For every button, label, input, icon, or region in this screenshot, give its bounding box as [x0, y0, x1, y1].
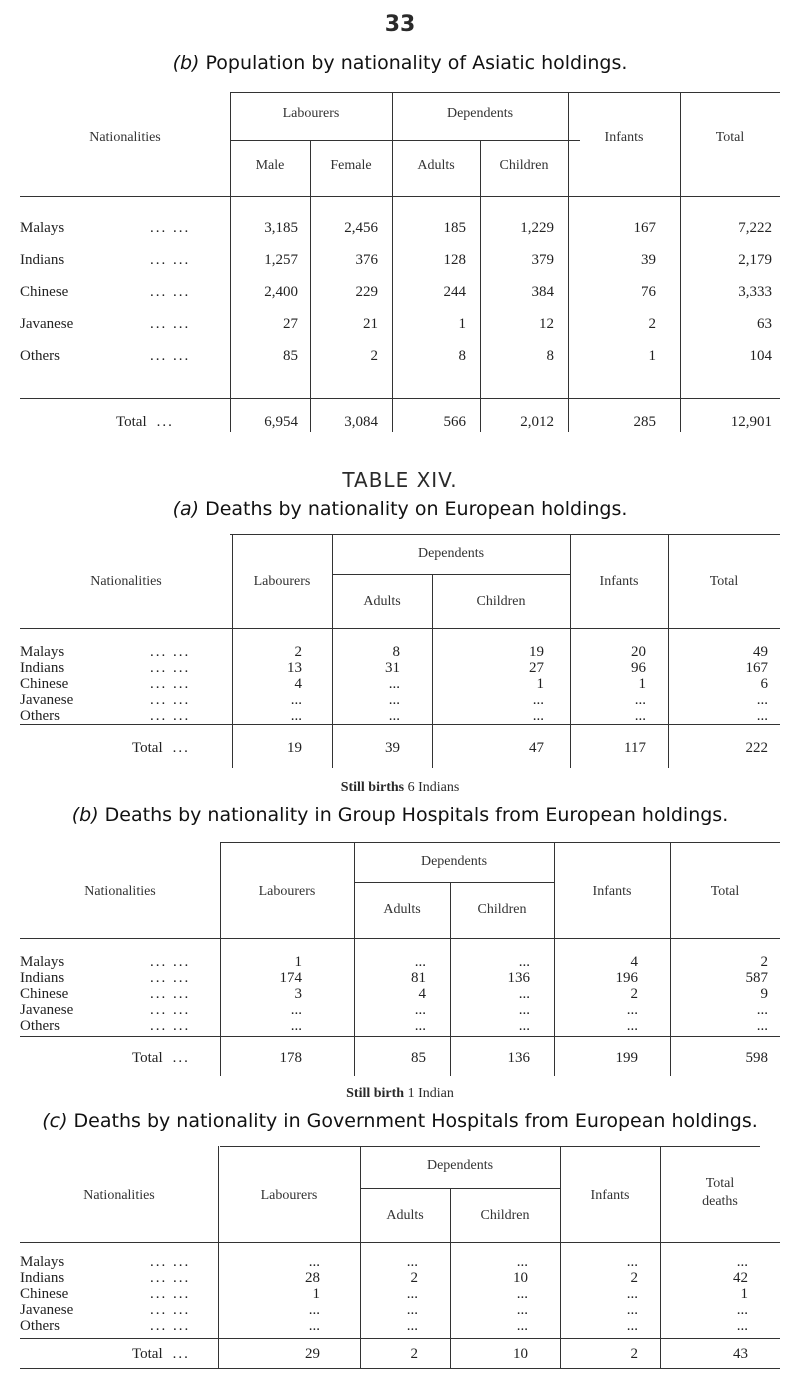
nationality-name: Javanese	[20, 692, 74, 708]
header-infants: Infants	[604, 130, 644, 145]
total-cell: 199	[615, 1050, 638, 1066]
rule	[20, 1036, 780, 1037]
table-cell: ...	[308, 1254, 320, 1270]
table-cell: ...	[736, 1254, 748, 1270]
header-dependents: Dependents	[446, 106, 514, 121]
nationality-name: Chinese	[20, 284, 69, 300]
table-cell: ...	[518, 986, 530, 1002]
rule	[354, 882, 554, 883]
header-female: Female	[330, 158, 372, 173]
table-cell: ...	[388, 708, 400, 724]
note-value: 1 Indian	[407, 1086, 454, 1101]
table-cell: 2	[760, 954, 768, 970]
table-cell: 21	[363, 316, 378, 332]
total-cell: 2	[630, 1346, 638, 1362]
rule	[668, 534, 669, 768]
header-children: Children	[480, 1208, 530, 1223]
nationality-name: Indians	[20, 1270, 65, 1286]
leader-dots: ... ...	[150, 644, 191, 660]
total-label: Total	[116, 414, 147, 430]
table-cell: 76	[641, 284, 656, 300]
table-cell: ...	[290, 692, 302, 708]
rule	[220, 842, 221, 1076]
nationality-name: Malays	[20, 644, 65, 660]
section-tag: (a)	[172, 498, 200, 520]
table-cell: ...	[290, 1018, 302, 1034]
table-cell: ...	[626, 1002, 638, 1018]
header-adults: Adults	[383, 902, 421, 917]
rule	[20, 1242, 780, 1243]
leader-dots: ...	[172, 1346, 190, 1362]
table-cell: ...	[406, 1286, 418, 1302]
header-adults: Adults	[386, 1208, 424, 1223]
table-cell: 39	[641, 252, 656, 268]
rule	[20, 724, 780, 725]
total-cell: 178	[279, 1050, 302, 1066]
header-children: Children	[476, 594, 526, 609]
header-dependents: Dependents	[417, 546, 485, 561]
table-row-label	[20, 660, 191, 677]
table-cell: 2	[648, 316, 656, 332]
table-cell: 6	[760, 676, 768, 692]
table-row-label	[20, 1018, 191, 1035]
table-cell: ...	[516, 1254, 528, 1270]
header-total: Total	[710, 884, 740, 899]
table-cell: 2	[630, 986, 638, 1002]
table-row-label	[20, 348, 191, 365]
table-row-label	[20, 1286, 191, 1303]
table-cell: 1	[648, 348, 656, 364]
total-row-label	[132, 1050, 190, 1067]
table-xiv-title: TABLE XIV.	[342, 468, 458, 492]
total-cell: 566	[443, 414, 466, 430]
rule	[20, 398, 780, 399]
table-cell: 1	[312, 1286, 320, 1302]
header-nationalities: Nationalities	[83, 1188, 155, 1203]
nationality-name: Chinese	[20, 1286, 69, 1302]
table-cell: 3	[294, 986, 302, 1002]
total-label: Total	[132, 740, 163, 756]
table-row-label	[20, 316, 191, 333]
section-tag: (b)	[71, 804, 99, 826]
total-label: Total	[132, 1346, 163, 1362]
table-cell: 4	[294, 676, 302, 692]
header-dependents: Dependents	[420, 854, 488, 869]
table-row-label	[20, 1270, 191, 1287]
total-cell: 85	[411, 1050, 426, 1066]
rule	[220, 1146, 760, 1147]
rule	[332, 574, 570, 575]
header-labourers: Labourers	[253, 574, 311, 589]
section-tag: (b)	[172, 52, 200, 74]
table-row-label	[20, 220, 191, 237]
rule	[20, 938, 780, 939]
rule	[230, 92, 780, 93]
header-dependents: Dependents	[426, 1158, 494, 1173]
table-cell: 96	[631, 660, 646, 676]
table-cell: 185	[443, 220, 466, 236]
table-cell: 13	[287, 660, 302, 676]
table-cell: ...	[414, 1018, 426, 1034]
rule	[20, 1368, 780, 1369]
total-cell: 43	[733, 1346, 748, 1362]
header-children: Children	[499, 158, 549, 173]
leader-dots: ... ...	[150, 220, 191, 236]
table-cell: ...	[518, 954, 530, 970]
total-cell: 136	[507, 1050, 530, 1066]
leader-dots: ... ...	[150, 316, 191, 332]
table-cell: 9	[760, 986, 768, 1002]
header-nationalities: Nationalities	[89, 130, 161, 145]
nationality-name: Indians	[20, 970, 65, 986]
table-cell: 8	[392, 644, 400, 660]
deaths-european-heading	[0, 498, 800, 520]
table-cell: ...	[518, 1002, 530, 1018]
table-cell: ...	[290, 1002, 302, 1018]
total-cell: 285	[633, 414, 656, 430]
total-cell: 19	[287, 740, 302, 756]
total-row-label	[132, 740, 190, 757]
table-cell: ...	[756, 708, 768, 724]
table-row-label	[20, 970, 191, 987]
table-cell: 8	[458, 348, 466, 364]
table-cell: 384	[531, 284, 554, 300]
header-labourers: Labourers	[260, 1188, 318, 1203]
table-cell: 1	[638, 676, 646, 692]
leader-dots: ... ...	[150, 1254, 191, 1270]
table-cell: 49	[753, 644, 768, 660]
table-row-label	[20, 644, 191, 661]
header-total: Total	[705, 1176, 735, 1191]
leader-dots: ... ...	[150, 692, 191, 708]
table-cell: ...	[290, 708, 302, 724]
table-row-label	[20, 252, 191, 269]
nationality-name: Others	[20, 1018, 60, 1034]
header-infants: Infants	[590, 1188, 630, 1203]
leader-dots: ... ...	[150, 1302, 191, 1318]
table-cell: 2	[630, 1270, 638, 1286]
table-cell: ...	[388, 676, 400, 692]
nationality-name: Malays	[20, 1254, 65, 1270]
table-cell: 27	[529, 660, 544, 676]
total-row-label	[116, 414, 174, 431]
table-cell: ...	[308, 1318, 320, 1334]
deaths-group-hospitals-table	[20, 842, 780, 1076]
table-cell: ...	[406, 1254, 418, 1270]
table-cell: 1	[294, 954, 302, 970]
table-cell: 136	[507, 970, 530, 986]
table-cell: 3,333	[738, 284, 772, 300]
table-cell: ...	[736, 1318, 748, 1334]
header-nationalities: Nationalities	[84, 884, 156, 899]
table-cell: 2	[370, 348, 378, 364]
still-birth-note	[0, 1086, 800, 1102]
header-labourers: Labourers	[258, 884, 316, 899]
table-cell: 10	[513, 1270, 528, 1286]
nationality-name: Chinese	[20, 986, 69, 1002]
table-cell: 379	[531, 252, 554, 268]
note-value: 6 Indians	[407, 780, 460, 795]
nationality-name: Others	[20, 1318, 60, 1334]
table-cell: 63	[757, 316, 772, 332]
table-cell: ...	[414, 954, 426, 970]
table-row-label	[20, 692, 191, 709]
leader-dots: ...	[172, 1050, 190, 1066]
deaths-government-hospitals-heading	[0, 1110, 800, 1132]
header-male: Male	[255, 158, 285, 173]
table-cell: 174	[279, 970, 302, 986]
table-cell: ...	[532, 708, 544, 724]
nationality-name: Indians	[20, 660, 65, 676]
total-cell: 29	[305, 1346, 320, 1362]
table-cell: ...	[414, 1002, 426, 1018]
table-cell: ...	[756, 1018, 768, 1034]
leader-dots: ... ...	[150, 1318, 191, 1334]
section-title: Population by nationality of Asiatic holdings.	[205, 52, 628, 74]
total-row-label	[132, 1346, 190, 1363]
table-row-label	[20, 954, 191, 971]
section-tag: (c)	[42, 1110, 68, 1132]
rule	[554, 842, 555, 1076]
table-cell: ...	[634, 708, 646, 724]
total-cell: 3,084	[344, 414, 378, 430]
deaths-group-hospitals-heading	[0, 804, 800, 826]
nationality-name: Javanese	[20, 1302, 74, 1318]
leader-dots: ... ...	[150, 1002, 191, 1018]
header-adults: Adults	[417, 158, 455, 173]
table-row-label	[20, 284, 191, 301]
total-cell: 222	[745, 740, 768, 756]
rule	[20, 1338, 780, 1339]
note-label: Still birth	[346, 1086, 405, 1101]
table-cell: ...	[532, 692, 544, 708]
table-cell: 1,229	[520, 220, 554, 236]
table-row-label	[20, 1318, 191, 1335]
table-row-label	[20, 1254, 191, 1271]
header-total: Total	[709, 574, 739, 589]
section-title: Deaths by nationality in Government Hospitals from European holdings.	[73, 1110, 758, 1132]
table-cell: 19	[529, 644, 544, 660]
total-cell: 2,012	[520, 414, 554, 430]
table-cell: ...	[756, 1002, 768, 1018]
header-infants: Infants	[592, 884, 632, 899]
table-cell: 20	[631, 644, 646, 660]
total-cell: 598	[745, 1050, 768, 1066]
table-cell: 376	[355, 252, 378, 268]
table-cell: 244	[443, 284, 466, 300]
table-cell: 2,400	[264, 284, 298, 300]
table-cell: ...	[516, 1302, 528, 1318]
total-cell: 6,954	[264, 414, 298, 430]
rule	[220, 842, 780, 843]
table-cell: 587	[745, 970, 768, 986]
table-cell: 8	[546, 348, 554, 364]
table-cell: 42	[733, 1270, 748, 1286]
table-cell: ...	[736, 1302, 748, 1318]
table-row-label	[20, 708, 191, 725]
still-births-note	[0, 780, 800, 796]
total-cell: 2	[410, 1346, 418, 1362]
table-cell: 7,222	[738, 220, 772, 236]
leader-dots: ...	[172, 740, 190, 756]
table-cell: 4	[630, 954, 638, 970]
table-row-label	[20, 986, 191, 1003]
leader-dots: ... ...	[150, 1286, 191, 1302]
rule	[230, 140, 580, 141]
table-row-label	[20, 1002, 191, 1019]
table-cell: 12	[539, 316, 554, 332]
leader-dots: ... ...	[150, 970, 191, 986]
leader-dots: ... ...	[150, 1018, 191, 1034]
table-cell: 1	[458, 316, 466, 332]
nationality-name: Malays	[20, 954, 65, 970]
header-children: Children	[477, 902, 527, 917]
table-cell: 229	[355, 284, 378, 300]
population-table	[20, 92, 780, 432]
leader-dots: ...	[156, 414, 174, 430]
note-label: Still births	[340, 780, 405, 795]
header-total-deaths: deaths	[702, 1194, 738, 1209]
table-cell: 81	[411, 970, 426, 986]
leader-dots: ... ...	[150, 284, 191, 300]
table-cell: 1,257	[264, 252, 298, 268]
leader-dots: ... ...	[150, 986, 191, 1002]
table-cell: ...	[406, 1318, 418, 1334]
header-labourers: Labourers	[282, 106, 340, 121]
table-cell: 27	[283, 316, 298, 332]
table-cell: 104	[749, 348, 772, 364]
rule	[230, 534, 780, 535]
section-title: Deaths by nationality on European holdings.	[205, 498, 628, 520]
header-total: Total	[715, 130, 745, 145]
deaths-european-table	[20, 534, 780, 768]
table-cell: ...	[406, 1302, 418, 1318]
table-cell: 196	[615, 970, 638, 986]
table-cell: 85	[283, 348, 298, 364]
table-cell: ...	[518, 1018, 530, 1034]
leader-dots: ... ...	[150, 660, 191, 676]
total-label: Total	[132, 1050, 163, 1066]
table-cell: ...	[626, 1318, 638, 1334]
table-cell: 167	[745, 660, 768, 676]
total-cell: 117	[624, 740, 646, 756]
table-cell: 1	[536, 676, 544, 692]
table-cell: ...	[626, 1254, 638, 1270]
nationality-name: Malays	[20, 220, 65, 236]
total-cell: 10	[513, 1346, 528, 1362]
table-cell: 2	[294, 644, 302, 660]
table-cell: ...	[626, 1286, 638, 1302]
header-adults: Adults	[363, 594, 401, 609]
leader-dots: ... ...	[150, 708, 191, 724]
leader-dots: ... ...	[150, 1270, 191, 1286]
header-infants: Infants	[599, 574, 639, 589]
table-cell: ...	[626, 1302, 638, 1318]
table-cell: 3,185	[264, 220, 298, 236]
leader-dots: ... ...	[150, 676, 191, 692]
table-row-label	[20, 676, 191, 693]
nationality-name: Javanese	[20, 316, 74, 332]
table-cell: ...	[516, 1286, 528, 1302]
table-cell: 28	[305, 1270, 320, 1286]
nationality-name: Others	[20, 708, 60, 724]
table-cell: ...	[308, 1302, 320, 1318]
rule	[218, 1146, 219, 1368]
table-cell: 2,179	[738, 252, 772, 268]
nationality-name: Indians	[20, 252, 65, 268]
total-cell: 47	[529, 740, 544, 756]
nationality-name: Others	[20, 348, 60, 364]
rule	[20, 628, 780, 629]
table-cell: ...	[756, 692, 768, 708]
table-cell: ...	[516, 1318, 528, 1334]
population-heading	[0, 52, 800, 74]
section-title: Deaths by nationality in Group Hospitals from European holdings.	[104, 804, 729, 826]
table-cell: ...	[626, 1018, 638, 1034]
nationality-name: Chinese	[20, 676, 69, 692]
table-cell: 128	[443, 252, 466, 268]
table-cell: 2	[410, 1270, 418, 1286]
header-nationalities: Nationalities	[90, 574, 162, 589]
total-cell: 39	[385, 740, 400, 756]
table-cell: 167	[633, 220, 656, 236]
table-cell: 4	[418, 986, 426, 1002]
leader-dots: ... ...	[150, 252, 191, 268]
rule	[670, 842, 671, 1076]
table-cell: ...	[388, 692, 400, 708]
rule	[20, 196, 780, 197]
leader-dots: ... ...	[150, 954, 191, 970]
table-cell: 2,456	[344, 220, 378, 236]
deaths-government-hospitals-table	[20, 1146, 780, 1368]
total-cell: 12,901	[730, 414, 772, 430]
page-number: 33	[384, 12, 416, 37]
table-row-label	[20, 1302, 191, 1319]
rule	[360, 1188, 560, 1189]
leader-dots: ... ...	[150, 348, 191, 364]
table-cell: 31	[385, 660, 400, 676]
nationality-name: Javanese	[20, 1002, 74, 1018]
table-cell: ...	[634, 692, 646, 708]
table-cell: 1	[740, 1286, 748, 1302]
